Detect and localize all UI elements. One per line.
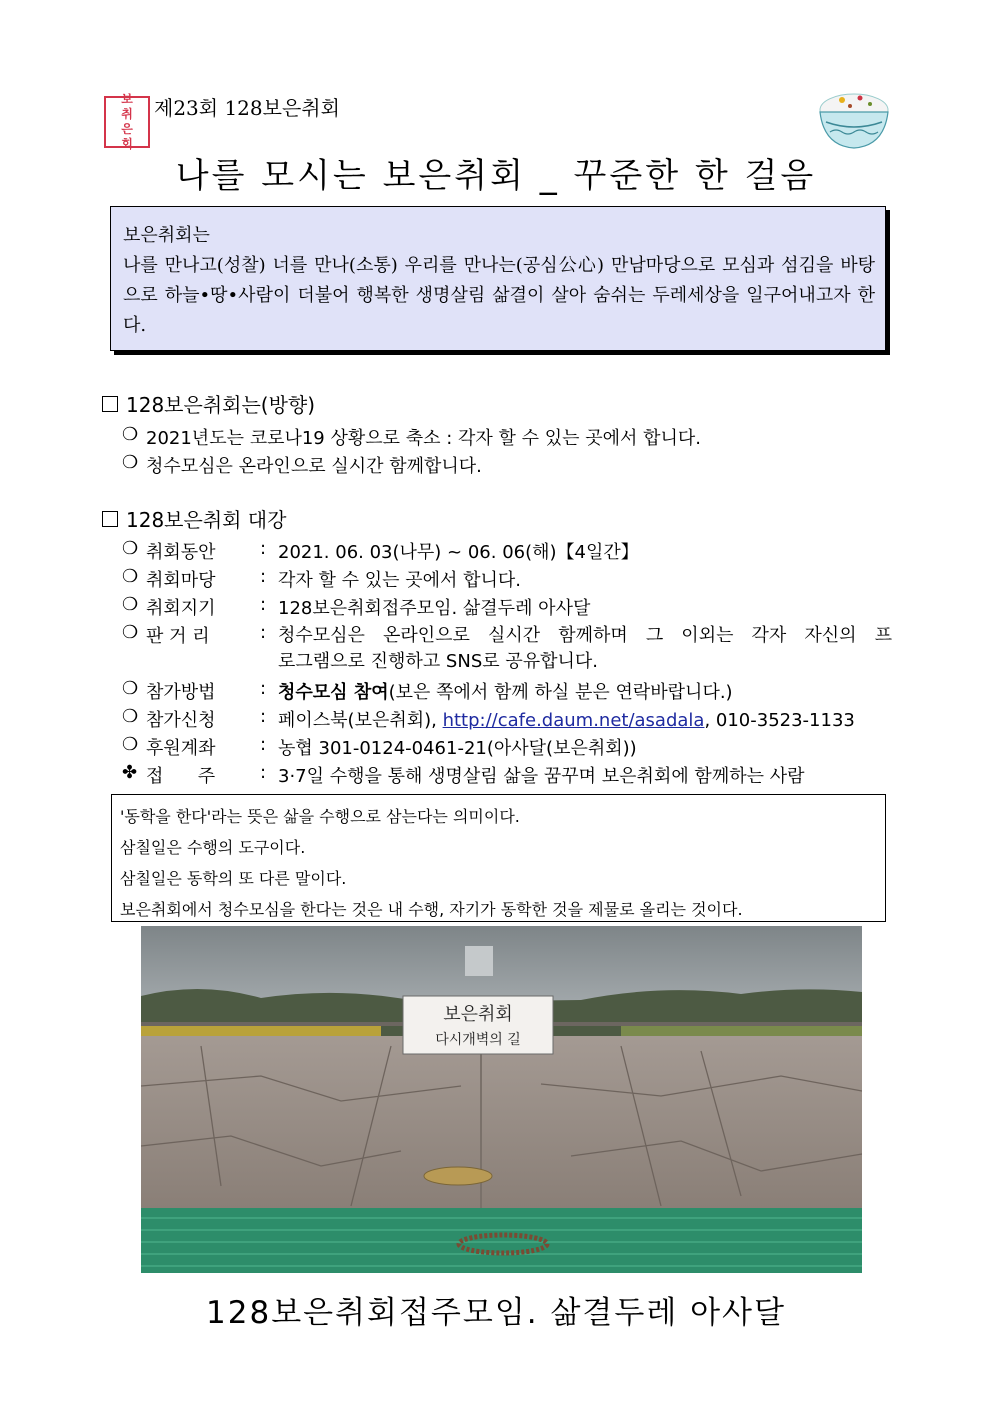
row-value: 각자 할 수 있는 곳에서 합니다.	[278, 570, 521, 591]
outline-row	[122, 734, 892, 760]
row-value-text: 페이스북(보은취회),	[278, 710, 443, 731]
row-label: 취회지기	[146, 598, 216, 619]
row-colon: :	[260, 762, 267, 783]
quote-line: 삼칠일은 동학의 또 다른 말이다.	[120, 869, 347, 888]
row-value: 농협 301-0124-0461-21(아사달(보은취회))	[278, 738, 637, 759]
row-label: 접 주	[146, 766, 216, 787]
row-label: 후원계좌	[146, 738, 216, 759]
photo-bowl	[424, 1167, 492, 1185]
outline-row	[122, 594, 892, 620]
seal-char: 취	[121, 107, 133, 121]
quote-line: 보은취회에서 청수모심을 한다는 것은 내 수행, 자기가 동학한 것을 제물로 올리는 것이다.	[120, 900, 743, 919]
circle-bullet-icon: ❍	[122, 594, 139, 615]
quote-box	[111, 794, 886, 922]
outline-row	[122, 678, 892, 704]
row-label: 참가신청	[146, 710, 216, 731]
row-value-line: 청수모심은 온라인으로 실시간 함께하며 그 이외는 각자 자신의 프	[278, 625, 892, 646]
row-value	[278, 622, 892, 676]
quote-line: 삼칠일은 수행의 도구이다.	[120, 838, 306, 857]
outline-row	[122, 538, 892, 564]
photo-tower	[465, 946, 493, 976]
row-colon: :	[260, 678, 267, 699]
row-value	[278, 706, 892, 732]
flower-bullet-icon: ✤	[122, 762, 138, 783]
row-value: 128보은취회접주모임. 삶결두레 아사달	[278, 598, 591, 619]
row-colon: :	[260, 566, 267, 587]
circle-bullet-icon: ❍	[122, 566, 139, 587]
circle-bullet-icon: ❍	[122, 424, 139, 445]
outline-row	[122, 566, 892, 592]
row-value	[278, 678, 892, 704]
direction-item-text: 청수모심은 온라인으로 실시간 함께합니다.	[146, 456, 482, 477]
photo-caption: 128보은취회접주모임. 삶결두레 아사달	[206, 1295, 786, 1331]
photo-banner-text: 보은취회	[443, 1004, 513, 1025]
row-label: 참가방법	[146, 682, 216, 703]
row-colon: :	[260, 734, 267, 755]
bowl-illustration-icon	[814, 88, 894, 154]
circle-bullet-icon: ❍	[122, 706, 139, 727]
circle-bullet-icon: ❍	[122, 734, 139, 755]
circle-bullet-icon: ❍	[122, 452, 139, 473]
seal-char: 회	[121, 137, 133, 151]
intro-heading: 보은취회는	[123, 225, 210, 246]
section-title-text: 128보은취회는(방향)	[126, 393, 316, 417]
row-value: 2021. 06. 03(나무) ~ 06. 06(해)【4일간】	[278, 542, 639, 563]
row-label: 취회동안	[146, 542, 216, 563]
row-value-line: 로그램으로 진행하고 SNS로 공유합니다.	[278, 651, 599, 672]
gathering-photo	[141, 926, 862, 1273]
outline-section-title	[102, 504, 286, 533]
direction-item	[122, 452, 482, 478]
phone-number: , 010-3523-1133	[704, 710, 855, 731]
direction-item-text: 2021년도는 코로나19 상황으로 축소 : 각자 할 수 있는 곳에서 합니다.	[146, 428, 702, 449]
row-colon: :	[260, 706, 267, 727]
row-label: 판 거 리	[146, 626, 210, 647]
row-value-rest: (보은 쪽에서 함께 하실 분은 연락바랍니다.)	[388, 682, 733, 703]
intro-body: 나를 만나고(성찰) 너를 만나(소통) 우리를 만나는(공심公心) 만남마당으로 모심과 섬김을 바탕으로 하늘•땅•사람이 더불어 행복한 생명살림 삶결이 살아 숨쉬는 두레세상을 일구어내고자 한다.	[123, 255, 875, 336]
outline-row	[122, 762, 892, 788]
photo-banner-text: 다시개벽의 길	[435, 1032, 521, 1048]
row-value-bold: 청수모심 참여	[278, 682, 389, 703]
cafe-link[interactable]: http://cafe.daum.net/asadala	[442, 710, 705, 731]
row-label: 취회마당	[146, 570, 216, 591]
seal-logo	[104, 92, 150, 151]
row-value: 3·7일 수행을 통해 생명살림 삶을 꿈꾸며 보은취회에 함께하는 사람	[278, 766, 805, 787]
seal-char: 은	[121, 122, 133, 136]
row-colon: :	[260, 538, 267, 559]
outline-row	[122, 622, 892, 676]
intro-box	[110, 206, 886, 351]
circle-bullet-icon: ❍	[122, 678, 139, 699]
quote-line: '동학을 한다'라는 뜻은 삶을 수행으로 삼는다는 의미이다.	[120, 807, 520, 826]
seal-char: 보	[121, 92, 133, 106]
circle-bullet-icon: ❍	[122, 622, 139, 643]
circle-bullet-icon: ❍	[122, 538, 139, 559]
direction-item	[122, 424, 701, 450]
row-colon: :	[260, 594, 267, 615]
row-colon: :	[260, 622, 267, 643]
checkbox-icon	[102, 396, 118, 412]
direction-section-title	[102, 389, 315, 418]
outline-row	[122, 706, 892, 732]
photo-ground	[141, 1036, 862, 1208]
checkbox-icon	[102, 511, 118, 527]
session-label: 제23회 128보은취회	[154, 96, 340, 120]
section-title-text: 128보은취회 대강	[126, 508, 287, 532]
page-title: 나를 모시는 보은취회 _ 꾸준한 한 걸음	[175, 156, 817, 196]
